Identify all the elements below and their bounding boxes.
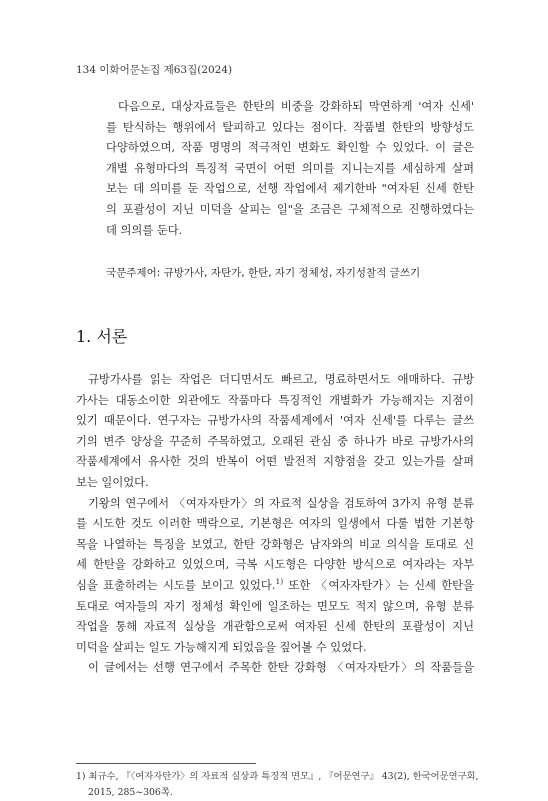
body-line: 목을 나열하는 특징을 보였고, 한탄 강화형은 남자와의 비교 의식을 토대로 신 (76, 537, 474, 551)
footnote-marker: 1) (275, 577, 284, 587)
body-line: 토대로 여자들의 자기 정체성 확인에 일조하는 면모도 적지 않으며, 유형 분류 (76, 599, 474, 613)
body-line: 세 한탄을 강화하고 있었으며, 극복 시도형은 다양한 방식으로 여자라는 자부 (76, 558, 474, 572)
body-line: 규방가사를 읽는 작업은 더디면서도 빠르고, 명료하면서도 애매하다. 규방 (88, 373, 474, 386)
abstract-line: 개별 유형마다의 특징적 국면이 어떤 의미를 지니는지를 세심하게 살펴 (106, 161, 474, 175)
body-line: 기왕의 연구에서 〈여자자탄가〉의 자료적 실상을 검토하여 3가지 유형 분류 (88, 496, 474, 510)
body-line-with-footnote (76, 576, 474, 597)
abstract-line: 보는 데 의미를 둔 작업으로, 선행 작업에서 제기한바 "여자된 신세 한탄 (106, 182, 474, 196)
abstract-line: 의 포괄성이 지닌 미덕을 살피는 일"을 조금은 구체적으로 진행하였다는 (106, 202, 474, 216)
footnote-line: 2015, 285~306쪽. (88, 787, 173, 798)
abstract-line: 데 의의를 둔다. (106, 223, 183, 237)
body-line: 기의 변주 양상을 꾸준히 주목하였고, 오래된 관심 중 하나가 바로 규방가사의 (76, 434, 474, 448)
body-line: 가사는 대동소이한 외관에도 작품마다 특징적인 개별화가 가능해지는 지점이 (76, 393, 474, 407)
abstract-line: 다음으로, 대상자료들은 한탄의 비중을 강화하되 막연하게 '여자 신세' (118, 100, 474, 113)
body-line-text: 심을 표출하려는 시도를 보이고 있었다. (76, 578, 276, 592)
body-line: 보는 일이었다. (76, 475, 149, 489)
body-paragraph-1 (76, 370, 474, 494)
footnote-divider (76, 763, 256, 764)
section-heading: 1. 서론 (76, 327, 128, 346)
body-line: 있기 때문이다. 연구자는 규방가사의 작품세계에서 '여자 신세'를 다루는 글쓰 (76, 414, 474, 428)
abstract-line: 를 탄식하는 행위에서 탈피하고 있다는 점이다. 작품별 한탄의 방향성도 (106, 120, 474, 134)
body-paragraph-2 (76, 494, 474, 659)
abstract-paragraph (106, 97, 474, 241)
body-line: 를 시도한 것도 이러한 맥락으로, 기본형은 여자의 일생에서 다룰 법한 기본항 (76, 517, 474, 531)
body-line: 이 글에서는 선행 연구에서 주목한 한탄 강화형 〈여자자탄가〉의 작품들을 (88, 661, 474, 675)
running-head: 134 이화어문논집 제63집(2024) (76, 64, 233, 76)
footnote-line: 1) 최규수, 『〈여자자탄가〉의 자료적 실상과 특징적 면모』, 『어문연구』 43(2), 한국어문연구회, (76, 771, 479, 782)
footnote (76, 769, 479, 801)
body-line: 작업을 통해 자료적 실상을 개관함으로써 여자된 신세 한탄의 포괄성이 지닌 (76, 620, 474, 634)
korean-keywords: 국문주제어: 규방가사, 자탄가, 한탄, 자기 정체성, 자기성찰적 글쓰기 (106, 267, 421, 279)
body-line: 미덕을 살피는 일도 가능해지게 되었음을 짚어볼 수 있었다. (76, 640, 367, 654)
body-paragraph-3 (76, 658, 474, 679)
body-line: 작품세계에서 유사한 것의 반복이 어떤 발전적 지향점을 갖고 있는가를 살펴 (76, 455, 474, 469)
body-text (76, 370, 474, 679)
body-line-text: 또한 〈여자자탄가〉는 신세 한탄을 (283, 578, 474, 592)
abstract-line: 다양하였으며, 작품 명명의 적극적인 변화도 확인할 수 있었다. 이 글은 (106, 141, 474, 155)
